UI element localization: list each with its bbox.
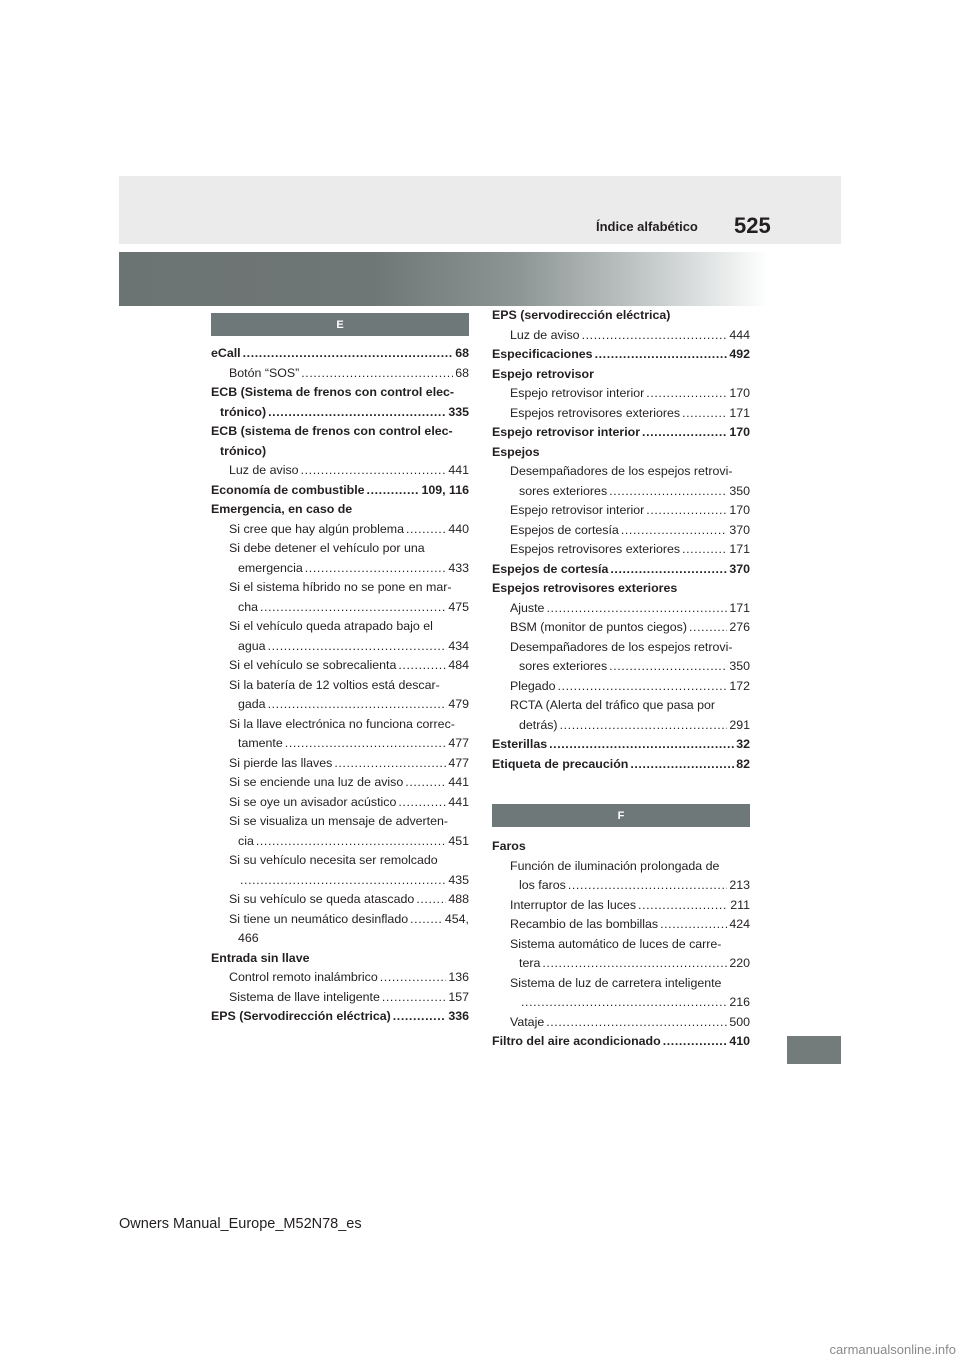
dot-leader — [689, 618, 727, 638]
index-entry-label: Recambio de las bombillas — [510, 917, 659, 931]
dot-leader — [546, 599, 727, 619]
watermark-text: carmanualsonline.info — [829, 1342, 956, 1357]
index-entry-label: Espejo retrovisor interior — [492, 425, 641, 439]
index-entry-label: emergencia — [238, 560, 303, 575]
index-entry-page: 170 — [729, 386, 750, 400]
dot-leader — [301, 364, 453, 384]
dot-leader — [256, 832, 446, 852]
index-entry-page: 68 — [455, 346, 469, 360]
index-entry-page: 488 — [448, 892, 469, 906]
dot-leader — [682, 404, 727, 424]
index-list-e-left — [211, 344, 469, 1027]
index-line: ECB (sistema de frenos con control elec- — [211, 424, 453, 438]
index-entry — [211, 890, 469, 910]
index-line: Espejos — [492, 444, 540, 459]
index-entry — [492, 423, 750, 443]
dot-leader — [410, 910, 443, 930]
index-entry-page: 291 — [729, 717, 750, 732]
index-entry — [211, 910, 469, 930]
index-entry-label: trónico) — [220, 404, 267, 419]
index-entry — [211, 695, 469, 715]
index-entry — [492, 345, 750, 365]
index-entry-page: 68 — [455, 365, 469, 380]
index-entry — [211, 559, 469, 579]
decorative-gradient-band — [119, 252, 841, 306]
index-entry-label: Espejos de cortesía — [510, 522, 619, 537]
index-line: Si el sistema híbrido no se pone en mar- — [229, 580, 452, 594]
index-entry-page: 434 — [448, 638, 469, 653]
index-entry-page: 82 — [736, 756, 750, 771]
dot-leader — [285, 734, 447, 754]
index-entry-label: Interruptor de las luces — [510, 897, 637, 912]
index-entry-page: 350 — [729, 483, 750, 498]
index-entry-label: EPS (Servodirección eléctrica) — [211, 1009, 391, 1023]
index-line: Faros — [492, 839, 526, 853]
index-entry-label: Botón “SOS” — [229, 365, 300, 380]
index-line: Si la batería de 12 voltios está descar- — [229, 677, 440, 692]
index-entry — [492, 876, 750, 896]
index-list-f — [492, 837, 750, 1052]
index-line: Si el vehículo queda atrapado bajo el — [229, 619, 433, 633]
index-entry-page: 370 — [729, 522, 750, 537]
dot-leader — [268, 403, 446, 423]
dot-leader — [546, 1013, 727, 1033]
index-entry-label: Especificaciones — [492, 347, 593, 361]
index-entry-label: Si se enciende una luz de aviso — [229, 775, 404, 789]
index-entry-label: Espejo retrovisor interior — [510, 503, 645, 517]
index-entry — [492, 735, 750, 755]
index-line: Espejo retrovisor — [492, 366, 594, 381]
index-entry — [211, 832, 469, 852]
dot-leader — [646, 384, 727, 404]
index-entry-page: 451 — [448, 833, 469, 848]
dot-leader — [646, 501, 727, 521]
index-entry-page: 32 — [736, 737, 750, 751]
index-entry — [211, 481, 469, 501]
page-number: 525 — [734, 213, 771, 238]
index-column-left — [211, 313, 469, 1027]
index-entry-label: Control remoto inalámbrico — [229, 970, 378, 984]
footer-document-id: Owners Manual_Europe_M52N78_es — [119, 1216, 362, 1232]
dot-leader — [240, 871, 446, 891]
index-entry-page: 213 — [729, 878, 750, 892]
index-entry-label: tamente — [238, 736, 283, 750]
dot-leader — [568, 876, 727, 896]
index-line: Si se visualiza un mensaje de adverten- — [229, 814, 449, 828]
dot-leader — [393, 1007, 447, 1027]
index-entry-label: sores exteriores — [519, 659, 608, 673]
dot-leader — [560, 716, 728, 736]
index-entry — [211, 734, 469, 754]
index-line: Función de iluminación prolongada de — [510, 858, 720, 873]
index-entry — [492, 755, 750, 775]
index-line: Sistema automático de luces de carre- — [510, 936, 722, 951]
index-entry — [492, 915, 750, 935]
index-entry-page: 335 — [448, 404, 469, 419]
index-entry-page: 170 — [729, 425, 750, 439]
index-line: Si debe detener el vehículo por una — [229, 541, 425, 555]
index-line: trónico) — [220, 443, 267, 458]
index-entry-label: Espejos de cortesía — [492, 561, 609, 576]
dot-leader — [595, 345, 728, 365]
index-entry-label: Luz de aviso — [510, 327, 580, 342]
index-entry — [211, 461, 469, 481]
index-line: ECB (Sistema de frenos con control elec- — [211, 385, 455, 399]
index-entry — [211, 520, 469, 540]
index-entry — [492, 560, 750, 580]
index-entry — [492, 1013, 750, 1033]
index-entry-page: 444 — [729, 327, 750, 342]
index-entry — [492, 501, 750, 521]
letter-header-e: E — [211, 313, 469, 336]
index-entry-label: cia — [238, 833, 254, 848]
index-entry-label: Vataje — [510, 1014, 545, 1029]
index-entry-label: sores exteriores — [519, 483, 608, 498]
index-list-e-right — [492, 306, 750, 774]
index-entry — [492, 618, 750, 638]
index-entry-page: 276 — [729, 620, 750, 634]
dot-leader — [610, 560, 727, 580]
index-line: Espejos retrovisores exteriores — [492, 581, 678, 595]
index-entry — [492, 657, 750, 677]
index-line: Si la llave electrónica no funciona correc- — [229, 716, 455, 731]
index-line: Sistema de luz de carretera inteligente — [510, 975, 722, 990]
index-entry — [492, 326, 750, 346]
index-entry — [211, 364, 469, 384]
dot-leader — [609, 482, 727, 502]
index-entry-label: Sistema de llave inteligente — [229, 989, 380, 1004]
index-entry-page: 441 — [448, 775, 469, 789]
index-entry — [492, 993, 750, 1013]
dot-leader — [305, 559, 447, 579]
index-entry-label: Luz de aviso — [229, 463, 299, 477]
index-entry-page: 336 — [448, 1009, 469, 1023]
dot-leader — [549, 735, 734, 755]
index-entry-label: Si tiene un neumático desinflado — [229, 911, 409, 926]
index-entry-label: Espejo retrovisor interior — [510, 386, 645, 400]
index-entry — [211, 344, 469, 364]
index-entry-label: gada — [238, 697, 266, 711]
index-line: Desempañadores de los espejos retrovi- — [510, 464, 733, 478]
index-entry-label: Etiqueta de precaución — [492, 756, 629, 771]
index-entry-label: Esterillas — [492, 737, 548, 751]
index-entry — [492, 716, 750, 736]
dot-leader — [638, 896, 728, 916]
index-line: Si su vehículo necesita ser remolcado — [229, 853, 438, 867]
dot-leader — [398, 656, 446, 676]
index-entry-page: 435 — [448, 872, 469, 887]
dot-leader — [682, 540, 727, 560]
index-entry-label: Plegado — [510, 678, 556, 693]
dot-leader — [621, 521, 727, 541]
index-entry-page: 370 — [729, 561, 750, 576]
index-entry-page: 441 — [448, 463, 469, 477]
index-entry-page: 216 — [729, 995, 750, 1009]
index-entry — [211, 773, 469, 793]
index-entry-label: agua — [238, 638, 266, 653]
dot-leader — [382, 988, 446, 1008]
index-entry — [492, 540, 750, 560]
index-entry-page: 492 — [729, 347, 750, 361]
index-entry-page: 424 — [729, 917, 750, 931]
index-entry-page: 500 — [729, 1014, 750, 1029]
dot-leader — [663, 1032, 728, 1052]
index-entry-label: Si pierde las llaves — [229, 755, 333, 770]
index-entry-page: 477 — [448, 736, 469, 750]
index-entry — [492, 482, 750, 502]
dot-leader — [642, 423, 727, 443]
index-entry — [211, 871, 469, 891]
index-entry — [492, 521, 750, 541]
index-line: Entrada sin llave — [211, 950, 310, 965]
index-entry-label: Filtro del aire acondicionado — [492, 1034, 661, 1048]
index-entry-label: cha — [238, 599, 258, 614]
index-entry — [492, 677, 750, 697]
dot-leader — [630, 755, 734, 775]
index-entry-label: Espejos retrovisores exteriores — [510, 542, 681, 556]
index-entry-page: 477 — [448, 755, 469, 770]
index-entry-label: los faros — [519, 878, 566, 892]
index-entry — [211, 968, 469, 988]
index-entry-page: 433 — [448, 560, 469, 575]
dot-leader — [521, 993, 727, 1013]
index-entry-page: 172 — [729, 678, 750, 693]
index-entry — [492, 954, 750, 974]
index-entry-page: 220 — [729, 956, 750, 970]
dot-leader — [416, 890, 446, 910]
index-entry-label: Si se oye un avisador acústico — [229, 794, 397, 809]
index-entry-label: eCall — [211, 346, 241, 360]
dot-leader — [609, 657, 727, 677]
index-entry — [492, 404, 750, 424]
index-entry — [211, 754, 469, 774]
index-entry-page: 171 — [729, 542, 750, 556]
section-title: Índice alfabético — [596, 219, 698, 234]
dot-leader — [380, 968, 447, 988]
index-entry-label: Ajuste — [510, 600, 545, 615]
index-entry-page: 211 — [730, 897, 750, 912]
index-entry — [492, 384, 750, 404]
dot-leader — [301, 461, 447, 481]
dot-leader — [405, 773, 446, 793]
header-band — [119, 176, 841, 244]
index-entry-label: Si el vehículo se sobrecalienta — [229, 658, 397, 672]
index-entry-page: 479 — [448, 697, 469, 711]
index-entry-page: 440 — [448, 521, 469, 536]
index-line: RCTA (Alerta del tráfico que pasa por — [510, 698, 716, 712]
index-entry-page: 109, 116 — [421, 482, 469, 497]
index-entry-label: detrás) — [519, 717, 558, 732]
index-entry-page: 171 — [729, 600, 750, 615]
dot-leader — [582, 326, 728, 346]
index-entry-page: 475 — [448, 599, 469, 614]
index-entry-label: Si su vehículo se queda atascado — [229, 892, 415, 906]
dot-leader — [398, 793, 446, 813]
index-entry-label: Espejos retrovisores exteriores — [510, 405, 681, 420]
index-entry — [211, 1007, 469, 1027]
dot-leader — [268, 637, 447, 657]
letter-header-f: F — [492, 804, 750, 827]
index-entry — [211, 656, 469, 676]
index-entry — [211, 637, 469, 657]
index-entry-page: 157 — [448, 989, 469, 1004]
dot-leader — [268, 695, 447, 715]
index-entry — [211, 793, 469, 813]
index-entry-page: 350 — [729, 659, 750, 673]
dot-leader — [406, 520, 446, 540]
dot-leader — [260, 598, 446, 618]
index-entry-page: 454, — [444, 911, 469, 926]
index-entry — [492, 599, 750, 619]
dot-leader — [660, 915, 727, 935]
dot-leader — [243, 344, 454, 364]
dot-leader — [367, 481, 420, 501]
index-entry-page: 410 — [729, 1034, 750, 1048]
index-entry-page: 136 — [448, 970, 469, 984]
dot-leader — [557, 677, 727, 697]
index-entry — [211, 598, 469, 618]
index-line: Desempañadores de los espejos retrovi- — [510, 639, 733, 654]
index-entry-page: 441 — [448, 794, 469, 809]
index-entry — [492, 1032, 750, 1052]
index-entry-label: Economía de combustible — [211, 482, 365, 497]
index-entry — [211, 403, 469, 423]
dot-leader — [334, 754, 446, 774]
index-line: Emergencia, en caso de — [211, 502, 353, 516]
index-line: EPS (servodirección eléctrica) — [492, 308, 671, 322]
index-column-right — [492, 306, 750, 1052]
index-entry — [211, 988, 469, 1008]
section-thumb-tab — [787, 1036, 841, 1064]
index-entry-label: Si cree que hay algún problema — [229, 521, 404, 536]
dot-leader — [542, 954, 727, 974]
index-entry — [492, 896, 750, 916]
index-entry-page: 171 — [729, 405, 750, 420]
index-line: 466 — [238, 931, 259, 945]
index-entry-label: BSM (monitor de puntos ciegos) — [510, 620, 687, 634]
index-entry-page: 484 — [448, 658, 469, 672]
index-entry-label: tera — [519, 956, 541, 970]
index-entry-page: 170 — [729, 503, 750, 517]
